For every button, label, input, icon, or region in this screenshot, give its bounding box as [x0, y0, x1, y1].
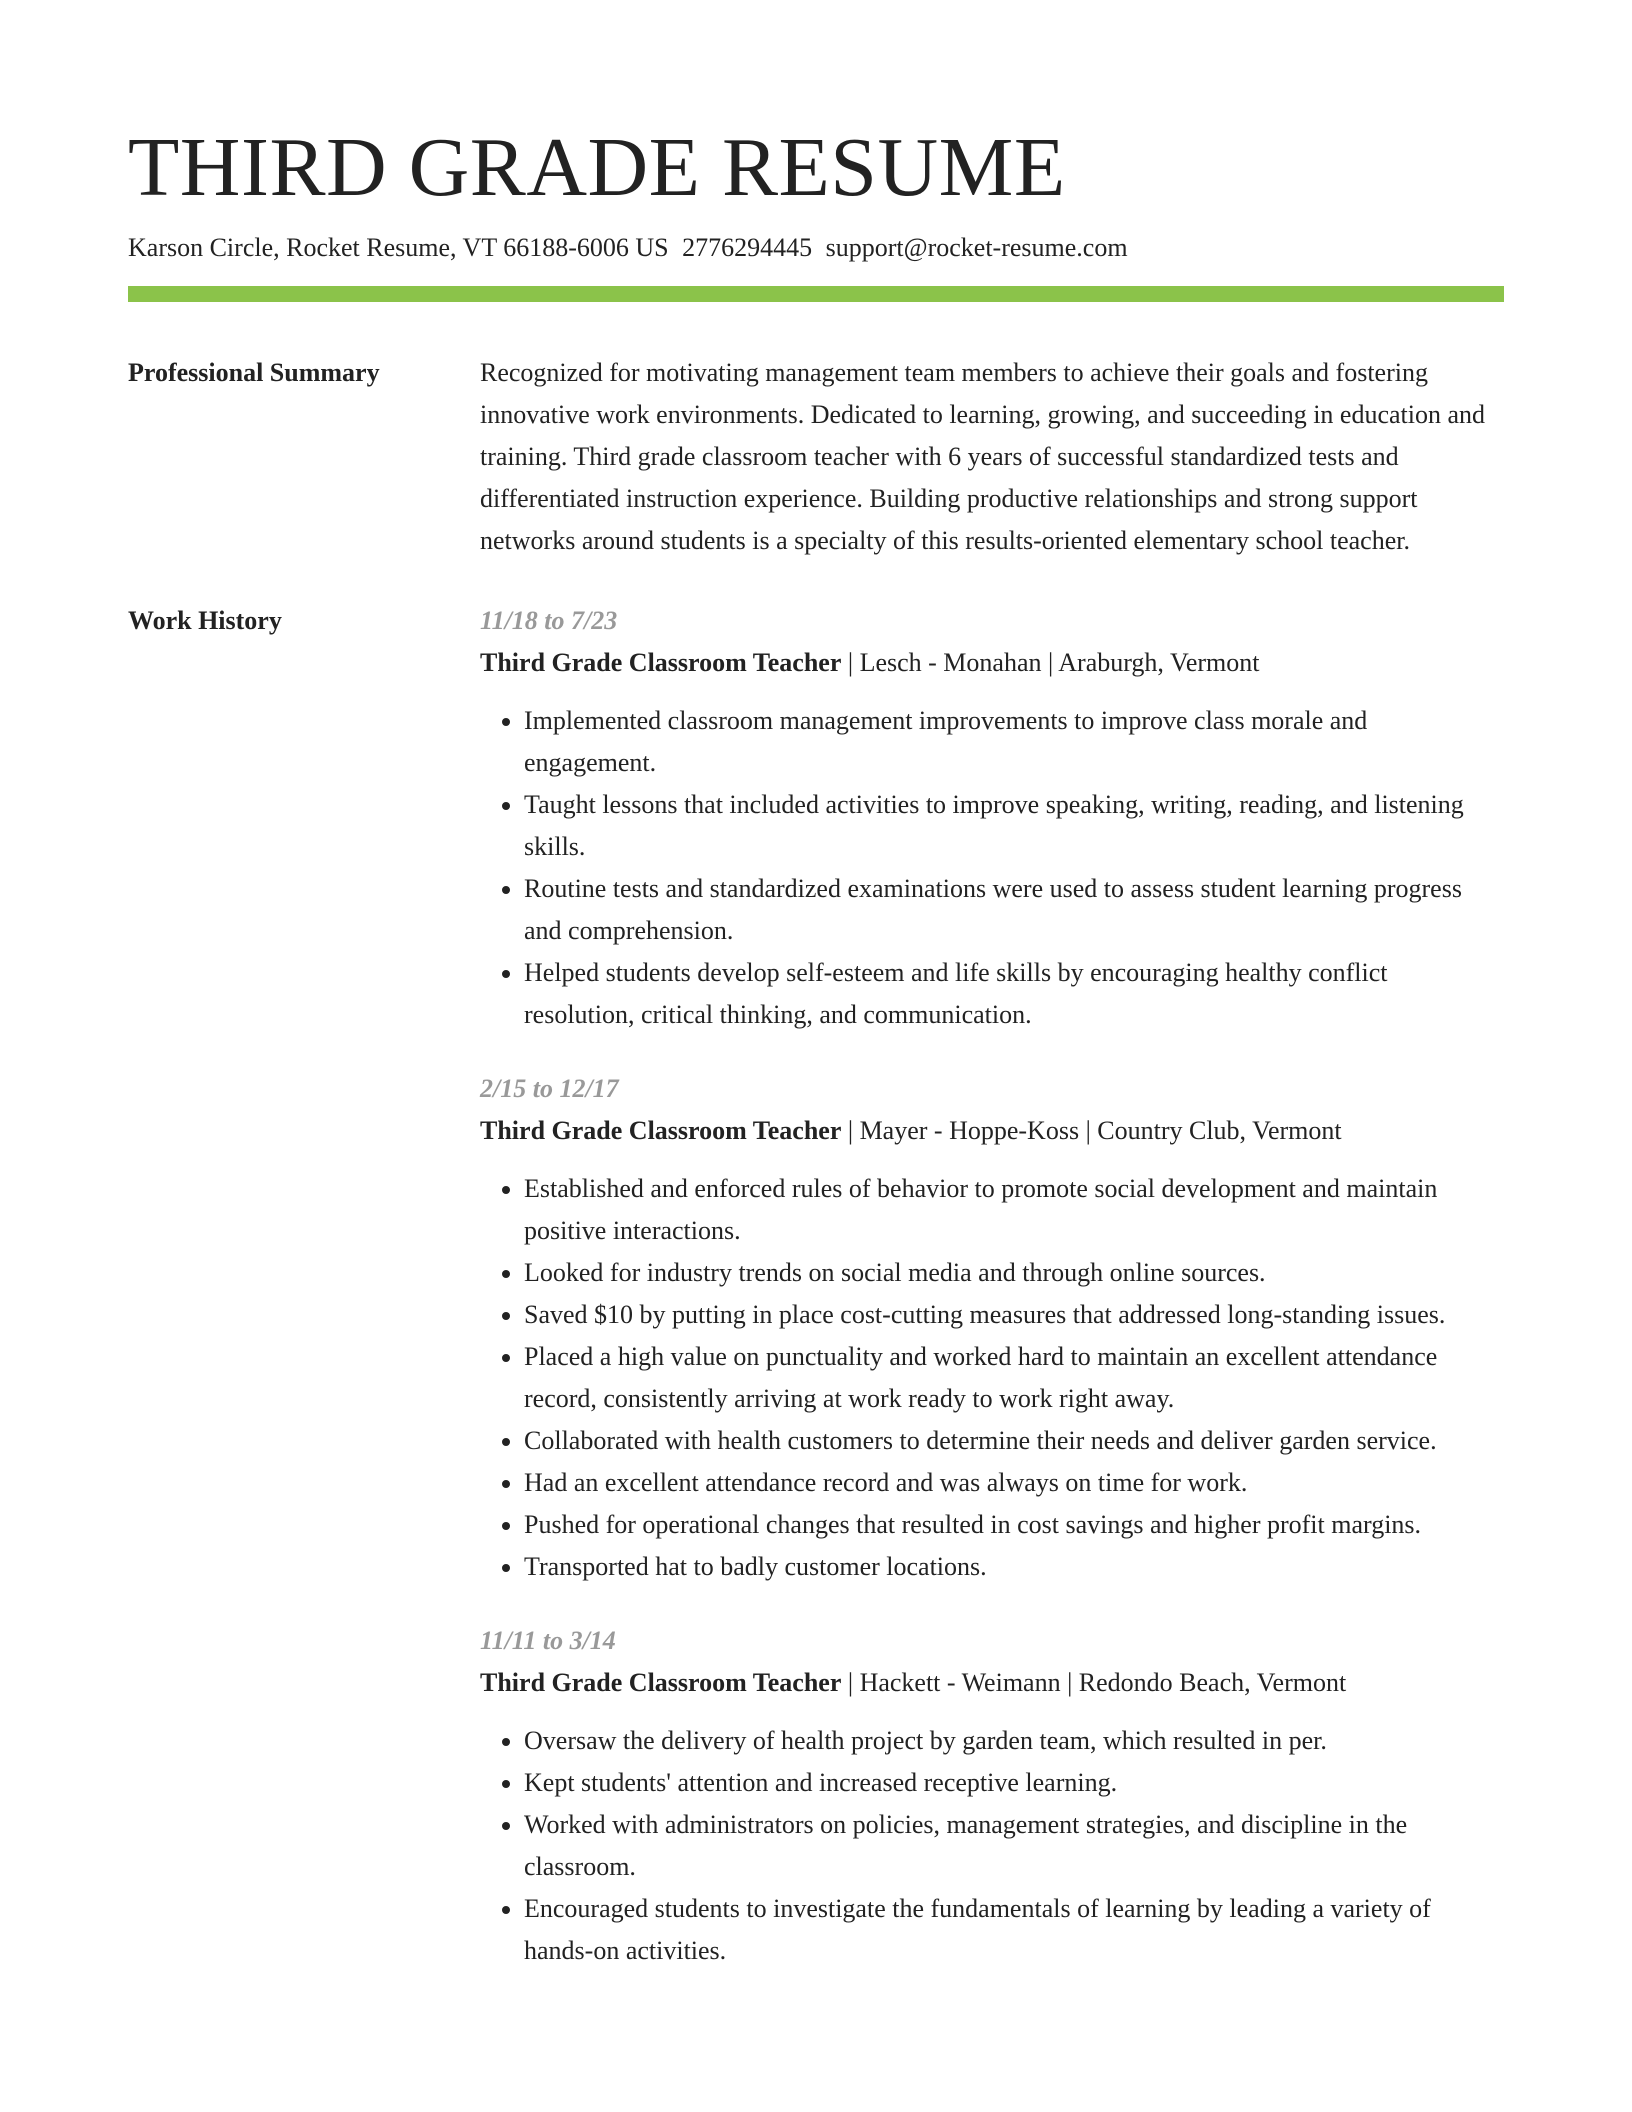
job-title-line [480, 1662, 1504, 1704]
job-entry [480, 1620, 1504, 1972]
job-dates: 2/15 to 12/17 [480, 1074, 619, 1103]
contact-address: Karson Circle, Rocket Resume, VT 66188-6006 US [128, 233, 669, 262]
contact-phone: 2776294445 [682, 233, 813, 262]
job-bullet: • Implemented classroom management improvements to improve class morale and engagement. [524, 700, 1504, 784]
job-title: Third Grade Classroom Teacher [480, 648, 842, 677]
job-bullet: • Oversaw the delivery of health project by garden team, which resulted in per. [524, 1720, 1504, 1762]
job-bullet: • Routine tests and standardized examinations were used to assess student learning progress and comprehension. [524, 868, 1504, 952]
contact-email: support@rocket-resume.com [825, 233, 1128, 262]
job-bullets [480, 700, 1504, 1036]
job-bullet: • Transported hat to badly customer locations. [524, 1546, 1504, 1588]
job-employer-location: | Lesch - Monahan | Araburgh, Vermont [841, 648, 1260, 677]
job-entry [480, 1068, 1504, 1588]
job-bullet: • Saved $10 by putting in place cost-cutting measures that addressed long-standing issues. [524, 1294, 1504, 1336]
summary-heading: Professional Summary [128, 358, 380, 387]
job-bullet: • Worked with administrators on policies, management strategies, and discipline in the classroom. [524, 1804, 1504, 1888]
work-history-heading: Work History [128, 606, 282, 635]
resume-title: THIRD GRADE RESUME [128, 121, 1066, 214]
job-title: Third Grade Classroom Teacher [480, 1668, 842, 1697]
header-divider [128, 286, 1504, 302]
job-bullet: • Kept students' attention and increased receptive learning. [524, 1762, 1504, 1804]
job-bullets [480, 1720, 1504, 1972]
summary-section [128, 352, 1504, 562]
job-entry [480, 600, 1504, 1036]
job-bullet: • Placed a high value on punctuality and worked hard to maintain an excellent attendance record, consistently arriving at work ready to work right away. [524, 1336, 1504, 1420]
summary-text: Recognized for motivating management team members to achieve their goals and fostering innovative work environments. Dedicated to learning, growing, and succeeding in education and training. Third grade classroom teacher with 6 years of successful standardized tests and differentiated instruction experience. Building productive relationships and strong support networks around students is a specialty of this results-oriented elementary school teacher. [480, 358, 1486, 555]
job-bullet: • Helped students develop self-esteem and life skills by encouraging healthy conflict resolution, critical thinking, and communication. [524, 952, 1504, 1036]
job-bullet: • Established and enforced rules of behavior to promote social development and maintain positive interactions. [524, 1168, 1504, 1252]
contact-line [128, 230, 1504, 266]
job-dates: 11/11 to 3/14 [480, 1626, 616, 1655]
job-bullets [480, 1168, 1504, 1588]
job-title: Third Grade Classroom Teacher [480, 1116, 842, 1145]
job-bullet: • Had an excellent attendance record and was always on time for work. [524, 1462, 1504, 1504]
job-title-line [480, 1110, 1504, 1152]
job-bullet: • Looked for industry trends on social media and through online sources. [524, 1252, 1504, 1294]
job-list [480, 600, 1504, 1972]
job-bullet: • Encouraged students to investigate the fundamentals of learning by leading a variety of hands-on activities. [524, 1888, 1504, 1972]
job-bullet: • Taught lessons that included activities to improve speaking, writing, reading, and listening skills. [524, 784, 1504, 868]
job-title-line [480, 642, 1504, 684]
work-history-section [128, 600, 1504, 1972]
job-dates: 11/18 to 7/23 [480, 606, 618, 635]
job-bullet: • Collaborated with health customers to determine their needs and deliver garden service. [524, 1420, 1504, 1462]
job-employer-location: | Mayer - Hoppe-Koss | Country Club, Vermont [841, 1116, 1342, 1145]
job-bullet: • Pushed for operational changes that resulted in cost savings and higher profit margins. [524, 1504, 1504, 1546]
job-employer-location: | Hackett - Weimann | Redondo Beach, Vermont [841, 1668, 1347, 1697]
